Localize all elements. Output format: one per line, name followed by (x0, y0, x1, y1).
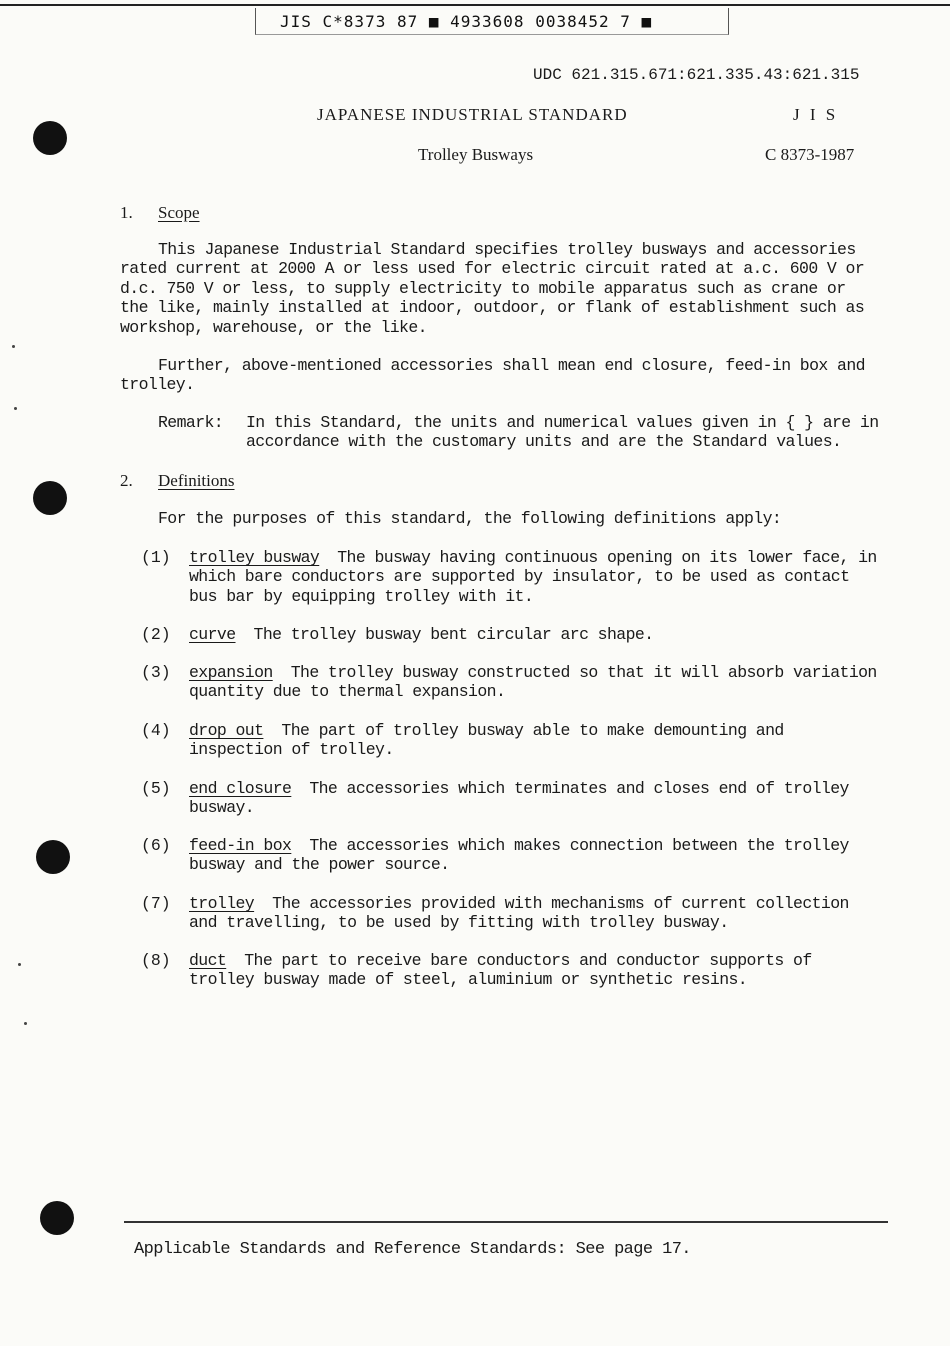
definition-text: The part of trolley busway able to make demounting and inspection of trolley. (189, 721, 784, 760)
scope-paragraph-2: Further, above-mentioned accessories shall mean end closure, feed-in box and trolley. (120, 356, 865, 395)
section-2-title: Definitions (158, 471, 235, 490)
section-2-number: 2. (120, 471, 133, 490)
punch-hole-1 (33, 121, 67, 155)
definition-item (189, 894, 879, 933)
definition-item (189, 836, 879, 875)
definition-term: drop out (189, 721, 264, 740)
scope-paragraph-1: This Japanese Industrial Standard specifies trolley busways and accessories rated current at 2000 A or less used for electric circuit rated at a.c. 600 V or d.c. 750 V or less, to supply electricity to mobile apparatus such as crane or the like, mainly installed at indoor, outdoor, or flank of establishment such as workshop, warehouse, or the like. (120, 240, 865, 337)
document-title: Trolley Busways (418, 145, 534, 164)
definition-text: The accessories which terminates and closes end of trolley busway. (189, 779, 849, 818)
section-1-number: 1. (120, 203, 133, 222)
footer-reference: Applicable Standards and Reference Standards: See page 17. (134, 1240, 691, 1259)
definition-item (189, 779, 879, 818)
punch-hole-4 (40, 1201, 74, 1235)
udc-code: UDC 621.315.671:621.335.43:621.315 (533, 66, 860, 84)
punch-hole-2 (33, 481, 67, 515)
definition-number: (2) (141, 625, 171, 644)
scan-speck (24, 1022, 27, 1025)
standard-title: JAPANESE INDUSTRIAL STANDARD (317, 105, 628, 124)
barcode-line: JIS C*8373 87 ■ 4933608 0038452 7 ■ (280, 12, 653, 31)
definition-text: The trolley busway constructed so that it will absorb variation quantity due to thermal expansion. (189, 663, 877, 702)
definition-number: (4) (141, 721, 171, 740)
definition-number: (3) (141, 663, 171, 682)
definition-term: end closure (189, 779, 292, 798)
definition-text: The accessories which makes connection between the trolley busway and the power source. (189, 836, 849, 875)
section-1-title: Scope (158, 203, 200, 222)
remark-label: Remark: (158, 413, 224, 432)
scan-speck (18, 963, 21, 966)
definition-term: curve (189, 625, 236, 644)
scan-speck (12, 345, 15, 348)
footer-rule (124, 1221, 888, 1223)
definition-text: The trolley busway bent circular arc shape. (253, 625, 654, 644)
definition-number: (1) (141, 548, 171, 567)
definition-term: duct (189, 951, 227, 970)
jis-mark: J I S (793, 105, 839, 124)
definition-number: (5) (141, 779, 171, 798)
definition-text: The busway having continuous opening on its lower face, in which bare conductors are supported by insulator, to be used as contact bus bar by equipping trolley with it. (189, 548, 877, 606)
definition-term: expansion (189, 663, 273, 682)
definition-number: (7) (141, 894, 171, 913)
definition-item (189, 548, 879, 606)
definition-term: trolley busway (189, 548, 320, 567)
definition-text: The accessories provided with mechanisms of current collection and travelling, to be used by fitting with trolley busway. (189, 894, 849, 933)
scan-speck (14, 407, 17, 410)
definition-term: feed-in box (189, 836, 292, 855)
remark-text: In this Standard, the units and numerical values given in { } are in accordance with the customary units and are the Standard values. (246, 413, 879, 452)
definition-number: (6) (141, 836, 171, 855)
document-number: C 8373-1987 (765, 145, 855, 164)
definition-number: (8) (141, 951, 171, 970)
definition-item (189, 625, 879, 644)
definition-item (189, 951, 879, 990)
definition-term: trolley (189, 894, 255, 913)
definitions-intro: For the purposes of this standard, the following definitions apply: (158, 509, 782, 528)
definition-text: The part to receive bare conductors and conductor supports of trolley busway made of steel, aluminium or synthetic resins. (189, 951, 812, 990)
top-rule (0, 4, 950, 6)
definition-item (189, 663, 879, 702)
definition-item (189, 721, 879, 760)
punch-hole-3 (36, 840, 70, 874)
